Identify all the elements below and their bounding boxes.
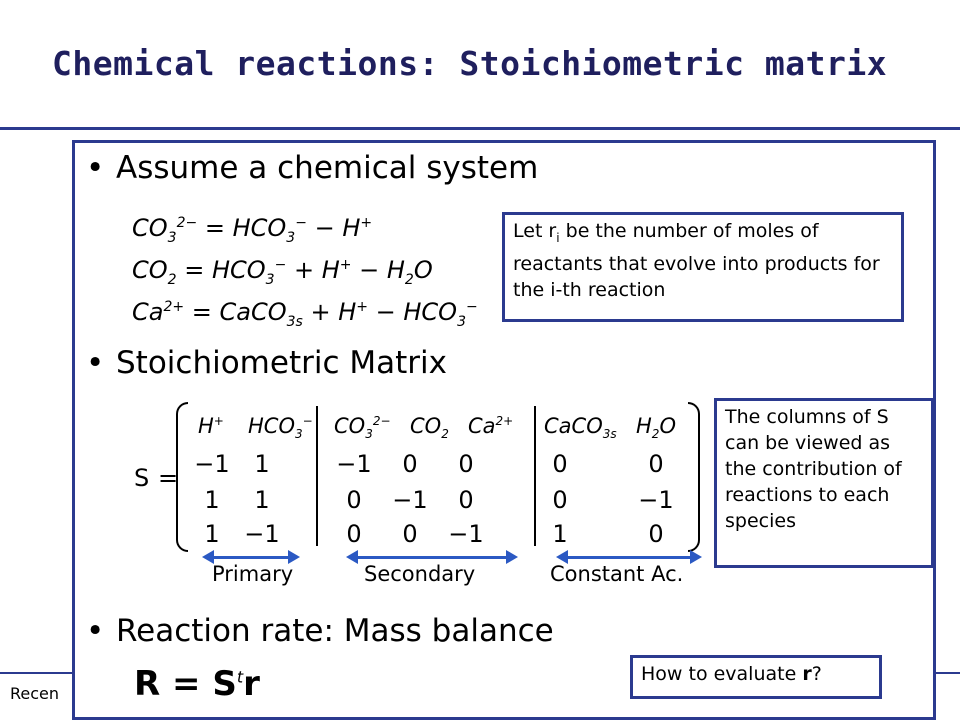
bullet-text: Reaction rate: Mass balance [116, 613, 554, 649]
constant-arrow [566, 556, 692, 559]
matrix-cell: 0 [458, 486, 474, 514]
matrix-separator [316, 406, 318, 546]
evaluate-callout: How to evaluate r? [630, 655, 882, 699]
matrix-cell: 1 [204, 520, 220, 548]
matrix-cell: 0 [346, 486, 362, 514]
column-header: CaCO$_{3s}$ [544, 414, 617, 442]
matrix-cell: 0 [648, 450, 664, 478]
matrix-cell: −1 [638, 486, 674, 514]
matrix-cell: −1 [336, 450, 372, 478]
matrix-cell: −1 [392, 486, 428, 514]
matrix-cell: 0 [402, 450, 418, 478]
matrix-cell: −1 [194, 450, 230, 478]
matrix-cell: 1 [552, 520, 568, 548]
header-rule [0, 127, 960, 130]
matrix-cell: −1 [448, 520, 484, 548]
matrix-cell: 0 [648, 520, 664, 548]
matrix-cell: 0 [552, 450, 568, 478]
matrix-left-bracket [176, 402, 188, 552]
stoichiometric-matrix [176, 402, 700, 552]
column-header: H+ [198, 414, 224, 438]
bullet-dot: • [86, 150, 105, 186]
matrix-cell: 1 [254, 450, 270, 478]
matrix-cell: 1 [254, 486, 270, 514]
bullet-text: Assume a chemical system [116, 150, 539, 186]
columns-callout: The columns of S can be viewed as the contribution of reactions to each species [714, 398, 934, 568]
reaction-equation: $CO_2 = HCO_3^- + H^+ - H_2O$ [132, 256, 433, 288]
group-label-secondary: Secondary [364, 562, 476, 586]
reaction-equation: $CO_3^{2-} = HCO_3^- - H^+$ [132, 214, 373, 246]
column-header: $Ca^{2+}$ [468, 414, 514, 438]
matrix-cell: 0 [458, 450, 474, 478]
column-header: $CO_2$ [410, 414, 449, 442]
bullet-item [86, 613, 554, 649]
matrix-label: S [134, 464, 150, 492]
column-header: $H_2O$ [636, 414, 676, 442]
matrix-right-bracket [688, 402, 700, 552]
column-header: $HCO_3^-$ [248, 414, 313, 442]
column-header: $CO_3^{2-}$ [334, 414, 391, 442]
bullet-dot: • [86, 345, 105, 381]
matrix-cell: 0 [346, 520, 362, 548]
matrix-cell: 0 [552, 486, 568, 514]
bullet-text: Stoichiometric Matrix [116, 345, 447, 381]
reaction-equation: $Ca^{2+}$ = CaCO$_{3s}$ + $H^+ - HCO_3^-$ [132, 298, 478, 330]
bullet-item [86, 150, 538, 186]
secondary-arrow [356, 556, 508, 559]
bullet-item [86, 345, 447, 381]
equals-sign: = [158, 464, 179, 492]
matrix-separator [534, 406, 536, 546]
slide-title: Chemical reactions: Stoichiometric matrix [52, 44, 888, 83]
matrix-cell: −1 [244, 520, 280, 548]
group-label-constant: Constant Ac. [550, 562, 684, 586]
bullet-dot: • [86, 613, 105, 649]
r-definition-callout: Let $r_i$ be the number of moles of reactants that evolve into products for the i-th reaction [502, 212, 904, 322]
footer-text: Recen [10, 684, 60, 703]
mass-balance-formula: $R = S^tr$ [134, 664, 260, 704]
primary-arrow [212, 556, 290, 559]
group-label-primary: Primary [212, 562, 294, 586]
matrix-cell: 1 [204, 486, 220, 514]
matrix-cell: 0 [402, 520, 418, 548]
